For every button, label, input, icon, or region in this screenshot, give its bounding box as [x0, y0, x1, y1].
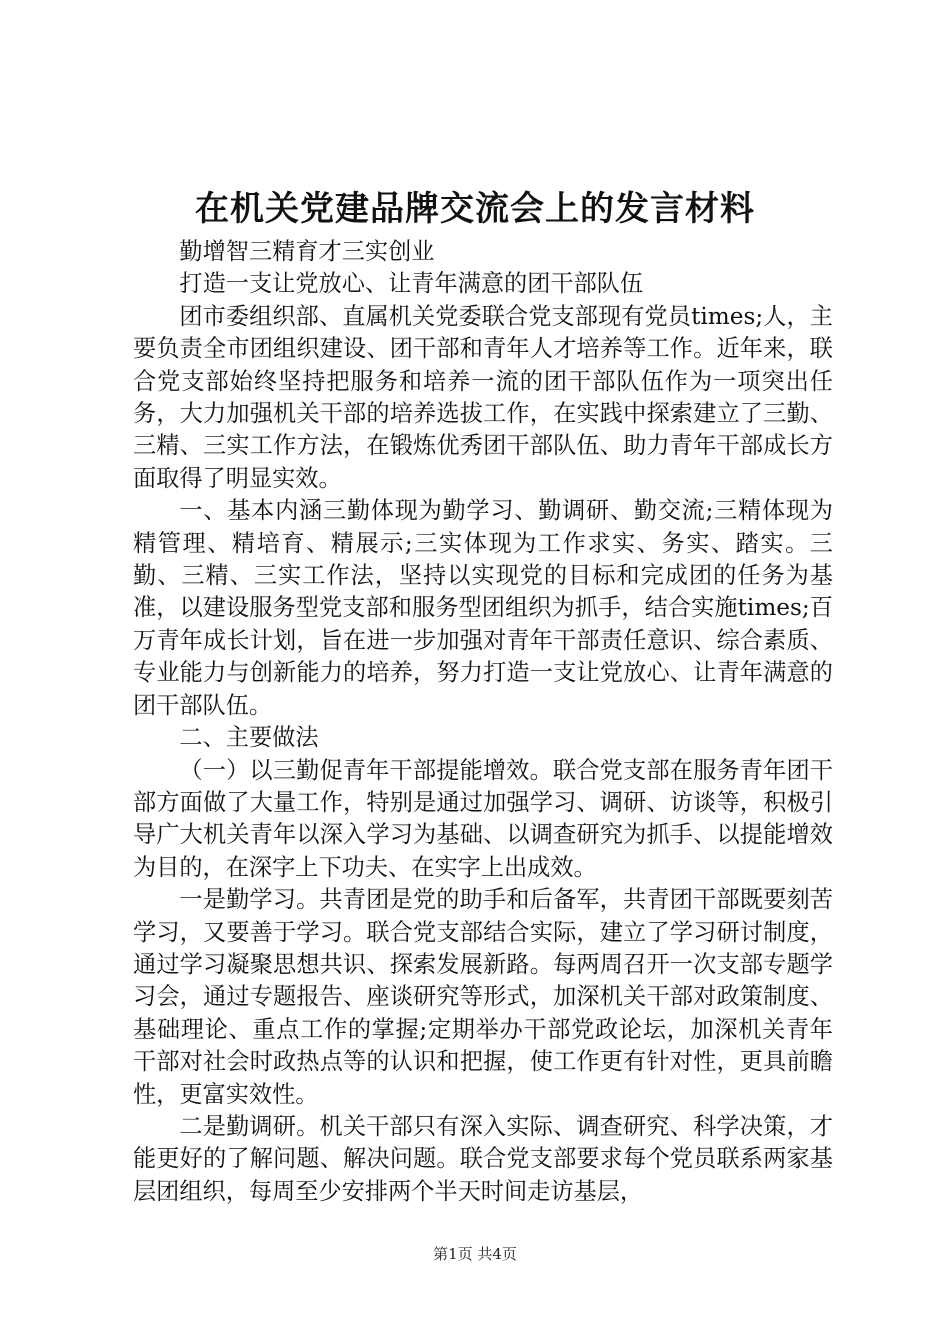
page-footer: 第1页 共4页	[433, 1245, 517, 1263]
paragraph-three-diligence: （一）以三勤促青年干部提能增效。联合党支部在服务青年团干部方面做了大量工作，特别是通过加强学习、调研、访谈等，积极引导广大机关青年以深入学习为基础、以调查研究为抓手、以提能增效为目的，在深字上下功夫、在实字上出成效。	[133, 756, 833, 881]
paragraph-subtitle-2: 打造一支让党放心、让青年满意的团干部队伍	[179, 270, 644, 298]
paragraph-diligent-research: 二是勤调研。机关干部只有深入实际、调查研究、科学决策，才能更好的了解问题、解决问题。联合党支部要求每个党员联系两家基层团组织，每周至少安排两个半天时间走访基层，	[133, 1112, 833, 1205]
document-title: 在机关党建品牌交流会上的发言材料	[195, 189, 755, 229]
paragraph-basic-connotation: 一、基本内涵三勤体现为勤学习、勤调研、勤交流;三精体现为精管理、精培育、精展示;三实体现为工作求实、务实、踏实。三勤、三精、三实工作法，坚持以实现党的目标和完成团的任务为基准，以建设服务型党支部和服务型团组织为抓手，结合实施times;百万青年成长计划，旨在进一步加强对青年干部责任意识、综合素质、专业能力与创新能力的培养，努力打造一支让党放心、让青年满意的团干部队伍。	[133, 497, 833, 719]
paragraph-section-heading: 二、主要做法	[179, 724, 319, 752]
paragraph-intro: 团市委组织部、直属机关党委联合党支部现有党员times;人，主要负责全市团组织建设、团干部和青年人才培养等工作。近年来，联合党支部始终坚持把服务和培养一流的团干部队伍作为一项突出任务，大力加强机关干部的培养选拔工作，在实践中探索建立了三勤、三精、三实工作方法，在锻炼优秀团干部队伍、助力青年干部成长方面取得了明显实效。	[133, 302, 833, 492]
paragraph-diligent-study: 一是勤学习。共青团是党的助手和后备军，共青团干部既要刻苦学习，又要善于学习。联合党支部结合实际，建立了学习研讨制度，通过学习凝聚思想共识、探索发展新路。每两周召开一次支部专题学习会，通过专题报告、座谈研究等形式，加深机关干部对政策制度、基础理论、重点工作的掌握;定期举办干部党政论坛，加深机关青年干部对社会时政热点等的认识和把握，使工作更有针对性，更具前瞻性，更富实效性。	[133, 886, 833, 1108]
document-body	[133, 236, 833, 1208]
paragraph-subtitle-1: 勤增智三精育才三实创业	[179, 238, 435, 265]
